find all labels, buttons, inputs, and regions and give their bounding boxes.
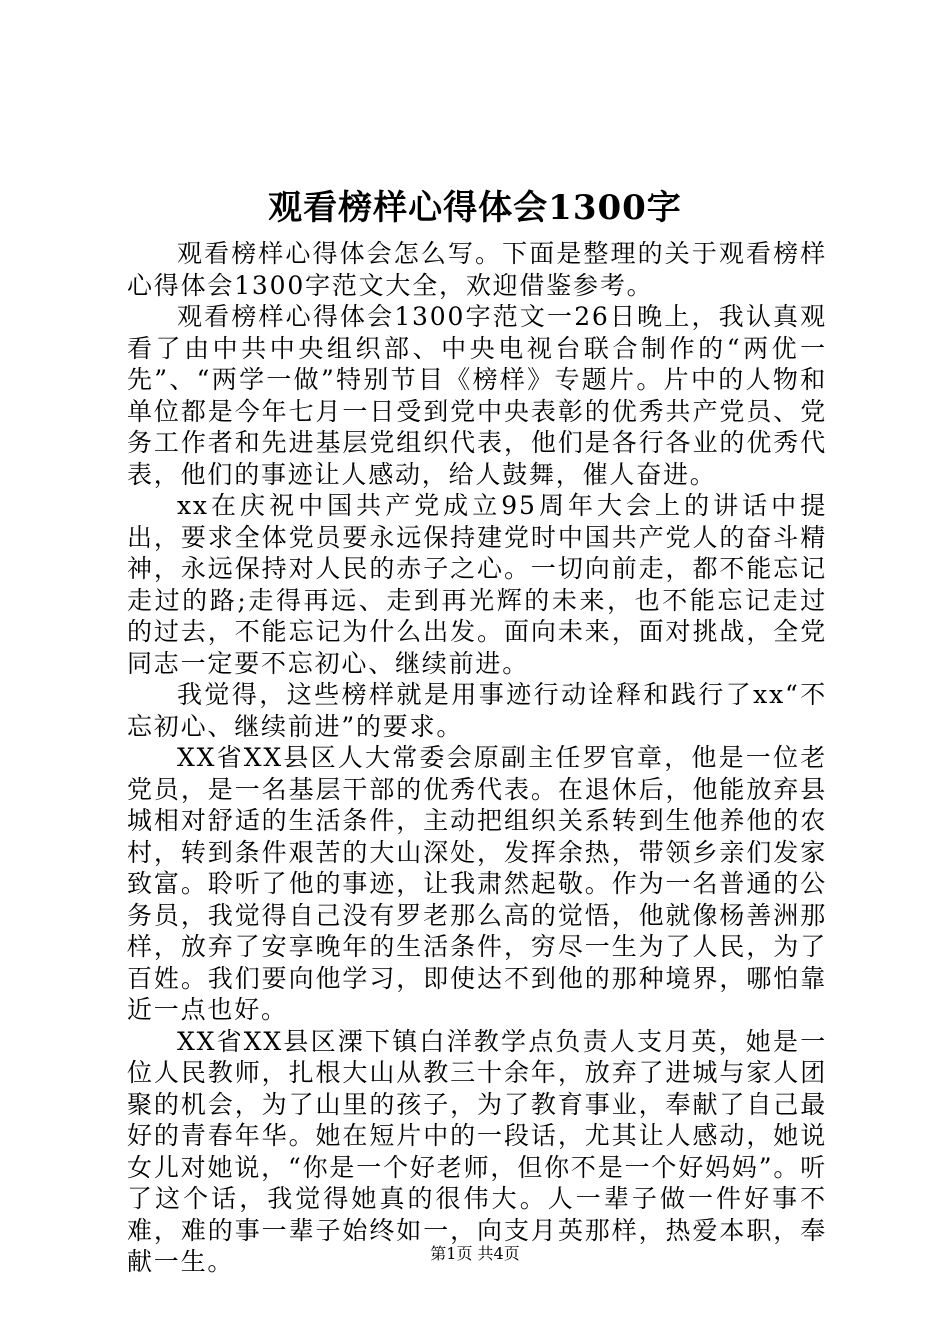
paragraph-2: xx在庆祝中国共产党成立95周年大会上的讲话中提出，要求全体党员要永远保持建党时中国共产党人的奋斗精神，永远保持对人民的赤子之心。一切向前走，都不能忘记走过的路;走得再远、走到再光辉的未来，也不能忘记走过的过去，不能忘记为什么出发。面向未来，面对挑战，全党同志一定要不忘初心、继续前进。	[127, 491, 827, 678]
paragraph-4: XX省XX县区人大常委会原副主任罗官章，他是一位老党员，是一名基层干部的优秀代表。在退休后，他能放弃县城相对舒适的生活条件，主动把组织关系转到生他养他的农村，转到条件艰苦的大山深处，发挥余热，带领乡亲们发家致富。聆听了他的事迹，让我肃然起敬。作为一名普通的公务员，我觉得自己没有罗老那么高的觉悟，他就像杨善洲那样，放弃了安享晚年的生活条件，穷尽一生为了人民，为了百姓。我们要向他学习，即使达不到他的那种境界，哪怕靠近一点也好。	[127, 743, 827, 1024]
document-body	[127, 238, 827, 1278]
paragraph-5: XX省XX县区溧下镇白洋教学点负责人支月英，她是一位人民教师，扎根大山从教三十余年，放弃了进城与家人团聚的机会，为了山里的孩子，为了教育事业，奉献了自己最好的青春年华。她在短片中的一段话，尤其让人感动，她说女儿对她说，“你是一个好老师，但你不是一个好妈妈”。听了这个话，我觉得她真的很伟大。人一辈子做一件好事不难，难的事一辈子始终如一，向支月英那样，热爱本职，奉献一生。	[127, 1026, 827, 1276]
paragraph-intro: 观看榜样心得体会怎么写。下面是整理的关于观看榜样心得体会1300字范文大全，欢迎借鉴参考。	[127, 239, 827, 300]
page-footer: 第1页 共4页	[430, 1244, 520, 1263]
document-title: 观看榜样心得体会1300字	[268, 188, 682, 228]
paragraph-3: 我觉得，这些榜样就是用事迹行动诠释和践行了xx“不忘初心、继续前进”的要求。	[127, 680, 827, 741]
paragraph-1: 观看榜样心得体会1300字范文一26日晚上，我认真观看了由中共中央组织部、中央电视台联合制作的“两优一先”、“两学一做”特别节目《榜样》专题片。片中的人物和单位都是今年七月一日受到党中央表彰的优秀共产党员、党务工作者和先进基层党组织代表，他们是各行各业的优秀代表，他们的事迹让人感动，给人鼓舞，催人奋进。	[127, 302, 827, 489]
